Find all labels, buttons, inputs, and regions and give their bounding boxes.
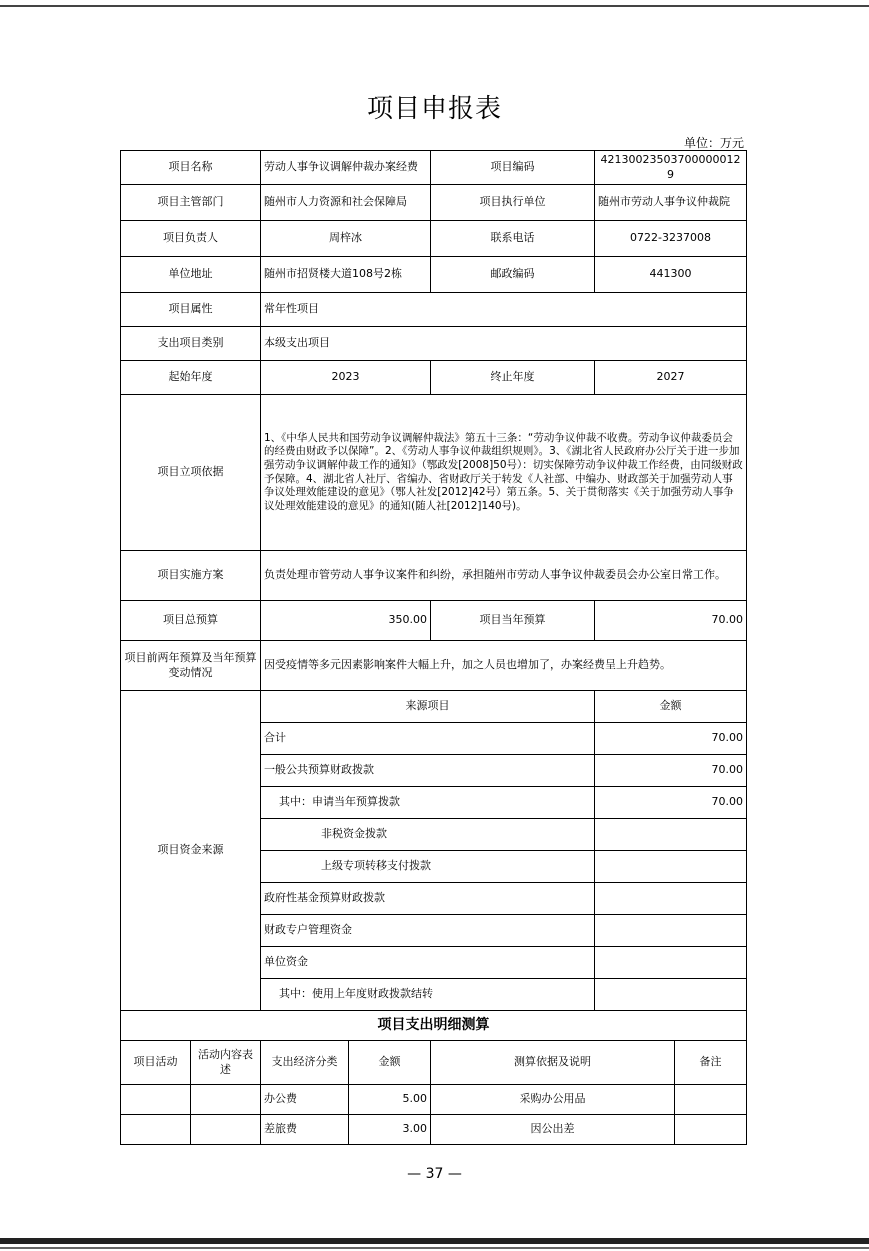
start-year-label: 起始年度 — [121, 361, 261, 395]
row-address — [121, 257, 747, 293]
phone-label: 联系电话 — [431, 221, 595, 257]
row-expense-type — [121, 327, 747, 361]
detail-header-econ: 支出经济分类 — [261, 1041, 349, 1085]
detail-note — [675, 1115, 747, 1145]
bottom-rule — [0, 1238, 869, 1244]
detail-header-row — [121, 1041, 747, 1085]
funding-row-name: 单位资金 — [261, 947, 595, 979]
detail-header-amount: 金额 — [349, 1041, 431, 1085]
plan-label: 项目实施方案 — [121, 551, 261, 601]
end-year-label: 终止年度 — [431, 361, 595, 395]
detail-activity — [121, 1115, 191, 1145]
detail-econ: 办公费 — [261, 1085, 349, 1115]
detail-row — [121, 1115, 747, 1145]
end-year-value: 2027 — [595, 361, 747, 395]
expense-type-value: 本级支出项目 — [261, 327, 747, 361]
expense-type-label: 支出项目类别 — [121, 327, 261, 361]
year-budget-value: 70.00 — [595, 601, 747, 641]
attribute-value: 常年性项目 — [261, 293, 747, 327]
bottom-rule-thin — [0, 1247, 869, 1249]
dept-label: 项目主管部门 — [121, 185, 261, 221]
detail-header-activity: 项目活动 — [121, 1041, 191, 1085]
funding-header-row — [121, 691, 747, 723]
detail-header-basis: 测算依据及说明 — [431, 1041, 675, 1085]
address-label: 单位地址 — [121, 257, 261, 293]
zip-label: 邮政编码 — [431, 257, 595, 293]
detail-econ: 差旅费 — [261, 1115, 349, 1145]
detail-amount: 3.00 — [349, 1115, 431, 1145]
funding-row-amount — [595, 979, 747, 1011]
funding-amount-header: 金额 — [595, 691, 747, 723]
row-plan — [121, 551, 747, 601]
page-title: 项目申报表 — [366, 94, 502, 124]
detail-activity — [121, 1085, 191, 1115]
project-application-table — [120, 150, 747, 1145]
funding-row-amount: 70.00 — [595, 723, 747, 755]
funding-source-header: 来源项目 — [261, 691, 595, 723]
detail-content — [191, 1115, 261, 1145]
owner-value: 周梓冰 — [261, 221, 431, 257]
zip-value: 441300 — [595, 257, 747, 293]
top-rule — [0, 5, 869, 7]
basis-value: 1、《中华人民共和国劳动争议调解仲裁法》第五十三条：“劳动争议仲裁不收费。劳动争议仲裁委员会的经费由财政予以保障”。2、《劳动人事争议仲裁组织规则》。3、《湖北省人民政府办公厅关于进一步加强劳动争议调解仲裁工作的通知》（鄂政发[2008]50号）：切实保障劳动争议仲裁工作经费，由同级财政予保障。4、湖北省人社厅、省编办、省财政厅关于转发《人社部、中编办、财政部关于加强劳动人事争议处理效能建设的意见》（鄂人社发[2012]42号）第五条。5、关于贯彻落实《关于加强劳动人事争议处理效能建设的意见》的通知(随人社[2012]140号)。 — [261, 395, 747, 551]
detail-section-row — [121, 1011, 747, 1041]
funding-row-name: 财政专户管理资金 — [261, 915, 595, 947]
plan-value: 负责处理市管劳动人事争议案件和纠纷，承担随州市劳动人事争议仲裁委员会办公室日常工作。 — [261, 551, 747, 601]
row-years — [121, 361, 747, 395]
funding-row-name: 合计 — [261, 723, 595, 755]
project-code-value: 421300235037000000129 — [595, 151, 747, 185]
row-dept — [121, 185, 747, 221]
unit-label: 单位：万元 — [683, 136, 744, 150]
funding-row-name: 其中：使用上年度财政拨款结转 — [261, 979, 595, 1011]
row-owner — [121, 221, 747, 257]
row-budget-change — [121, 641, 747, 691]
budget-change-value: 因受疫情等多元因素影响案件大幅上升，加之人员也增加了，办案经费呈上升趋势。 — [261, 641, 747, 691]
row-basis — [121, 395, 747, 551]
funding-source-label: 项目资金来源 — [121, 691, 261, 1011]
funding-row-amount — [595, 883, 747, 915]
phone-value: 0722-3237008 — [595, 221, 747, 257]
row-project-name — [121, 151, 747, 185]
total-budget-value: 350.00 — [261, 601, 431, 641]
funding-row-amount: 70.00 — [595, 755, 747, 787]
funding-row-amount — [595, 915, 747, 947]
exec-unit-label: 项目执行单位 — [431, 185, 595, 221]
budget-change-label: 项目前两年预算及当年预算变动情况 — [121, 641, 261, 691]
funding-row-amount — [595, 819, 747, 851]
project-name-label: 项目名称 — [121, 151, 261, 185]
attribute-label: 项目属性 — [121, 293, 261, 327]
detail-note — [675, 1085, 747, 1115]
detail-content — [191, 1085, 261, 1115]
funding-row-name: 上级专项转移支付拨款 — [261, 851, 595, 883]
basis-label: 项目立项依据 — [121, 395, 261, 551]
funding-row-name: 一般公共预算财政拨款 — [261, 755, 595, 787]
owner-label: 项目负责人 — [121, 221, 261, 257]
detail-basis: 采购办公用品 — [431, 1085, 675, 1115]
project-code-label: 项目编码 — [431, 151, 595, 185]
total-budget-label: 项目总预算 — [121, 601, 261, 641]
funding-row-amount — [595, 947, 747, 979]
year-budget-label: 项目当年预算 — [431, 601, 595, 641]
detail-section-title: 项目支出明细测算 — [121, 1011, 747, 1041]
start-year-value: 2023 — [261, 361, 431, 395]
funding-row-amount — [595, 851, 747, 883]
funding-row-name: 政府性基金预算财政拨款 — [261, 883, 595, 915]
funding-row-name: 非税资金拨款 — [261, 819, 595, 851]
funding-row-amount: 70.00 — [595, 787, 747, 819]
detail-row — [121, 1085, 747, 1115]
dept-value: 随州市人力资源和社会保障局 — [261, 185, 431, 221]
page-number: — 37 — — [407, 1166, 462, 1182]
detail-header-note: 备注 — [675, 1041, 747, 1085]
detail-basis: 因公出差 — [431, 1115, 675, 1145]
detail-header-content: 活动内容表述 — [191, 1041, 261, 1085]
detail-amount: 5.00 — [349, 1085, 431, 1115]
exec-unit-value: 随州市劳动人事争议仲裁院 — [595, 185, 747, 221]
address-value: 随州市招贤楼大道108号2栋 — [261, 257, 431, 293]
funding-row-name: 其中：申请当年预算拨款 — [261, 787, 595, 819]
project-name-value: 劳动人事争议调解仲裁办案经费 — [261, 151, 431, 185]
row-budget — [121, 601, 747, 641]
row-attribute — [121, 293, 747, 327]
